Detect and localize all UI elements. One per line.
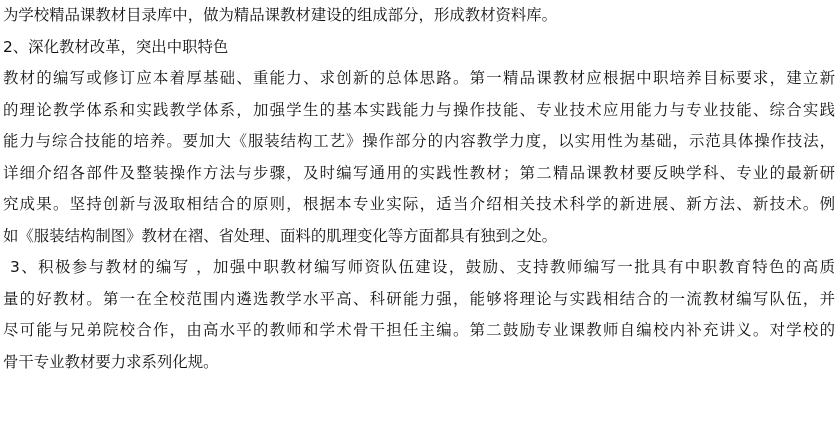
- text-line-1: 为学校精品课教材目录库中，做为精品课教材建设的组成部分，形成教材资料库。: [3, 6, 558, 24]
- text-line-11: 尽可能与兄弟院校合作，由高水平的教师和学术骨干担任主编。第二鼓励专业课教师自编校内补充讲义。对学校的: [3, 321, 835, 339]
- text-line-6: 详细介绍各部件及整装操作方法与步骤，及时编写通用的实践性教材；第二精品课教材要反映学科、专业的最新研: [3, 163, 835, 182]
- document-body: [3, 0, 835, 378]
- text-line-12: 骨干专业教材要力求系列化规。: [3, 352, 219, 371]
- section-heading-2: 2、深化教材改革，突出中职特色: [3, 37, 229, 56]
- text-line-4: 的理论教学体系和实践教学体系，加强学生的基本实践能力与操作技能、专业技术应用能力与专业技能、综合实践: [3, 100, 835, 119]
- text-line-8: 如《服装结构制图》教材在褶、省处理、面料的肌理变化等方面都具有独到之处。: [3, 226, 558, 245]
- text-line-3: 教材的编写或修订应本着厚基础、重能力、求创新的总体思路。第一精品课教材应根据中职培养目标要求，建立新: [3, 69, 835, 87]
- text-line-10: 量的好教材。第一在全校范围内遴选教学水平高、科研能力强，能够将理论与实践相结合的一流教材编写队伍，并: [3, 289, 835, 308]
- text-line-5: 能力与综合技能的培养。要加大《服装结构工艺》操作部分的内容教学力度，以实用性为基础，示范具体操作技法，: [3, 132, 835, 150]
- text-line-7: 究成果。坚持创新与汲取相结合的原则，根据本专业实际，适当介绍相关技术科学的新进展、新方法、新技术。例: [3, 195, 835, 213]
- section-heading-3: 3、积极参与教材的编写 ，加强中职教材编写师资队伍建设，鼓励、支持教师编写一批具有中职教育特色的高质: [10, 258, 835, 276]
